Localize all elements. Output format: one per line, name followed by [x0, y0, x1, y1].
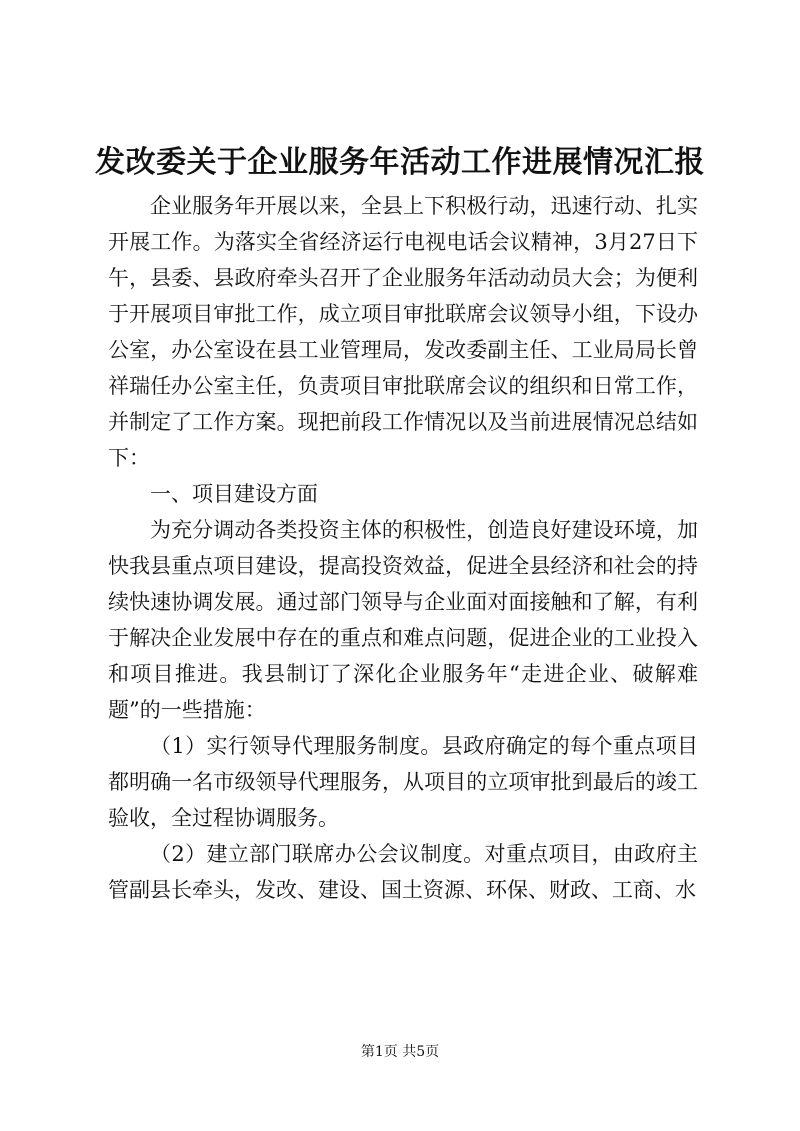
document-title: 发改委关于企业服务年活动工作进展情况汇报 — [95, 145, 705, 180]
paragraph-measure-2: （2）建立部门联席办公会议制度。对重点项目，由政府主管副县长牵头，发改、建设、国土资源、环保、财政、工商、水 — [108, 842, 698, 902]
page-footer: 第1页 共5页 — [360, 1044, 440, 1060]
paragraph-intro: 企业服务年开展以来，全县上下积极行动，迅速行动、扎实开展工作。为落实全省经济运行电视电话会议精神，3月27日下午，县委、县政府牵头召开了企业服务年活动动员大会；为便利于开展项目审批工作，成立项目审批联席会议领导小组，下设办公室，办公室设在县工业管理局，发改委副主任、工业局局长曾祥瑞任办公室主任，负责项目审批联席会议的组织和日常工作，并制定了工作方案。现把前段工作情况以及当前进展情况总结如下： — [108, 194, 698, 470]
paragraph-measure-1: （1）实行领导代理服务制度。县政府确定的每个重点项目都明确一名市级领导代理服务，从项目的立项审批到最后的竣工验收，全过程协调服务。 — [108, 734, 698, 830]
paragraph-project-construction: 为充分调动各类投资主体的积极性，创造良好建设环境，加快我县重点项目建设，提高投资效益，促进全县经济和社会的持续快速协调发展。通过部门领导与企业面对面接触和了解，有利于解决企业发展中存在的重点和难点问题，促进企业的工业投入和项目推进。我县制订了深化企业服务年“走进企业、破解难题”的一些措施： — [108, 518, 698, 722]
document-body — [108, 188, 698, 908]
section-heading-project-construction: 一、项目建设方面 — [150, 482, 318, 506]
